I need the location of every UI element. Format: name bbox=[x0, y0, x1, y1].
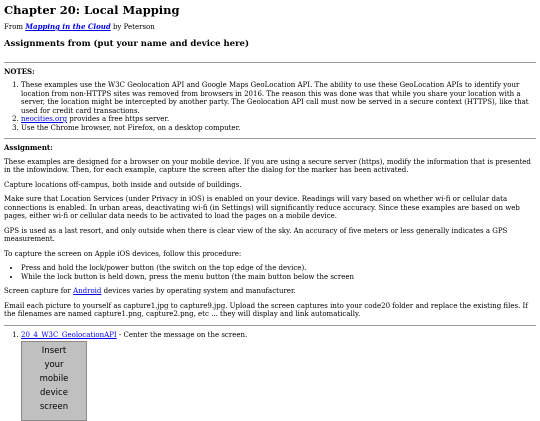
assignment-paragraph: Make sure that Location Services (under Privacy in iOS) is enabled on your device. Readings will vary based on whether wi-fi or cellular data connections is enabled. In urban areas, deactivating wi-fi (in Settings) will significantly reduce accuracy. Since these examples are based on web pages, either wi-fi or cellular data needs to be activated to load the pages on a mobile device. bbox=[4, 195, 536, 221]
page bbox=[0, 4, 540, 421]
divider bbox=[4, 62, 536, 63]
assignment-paragraph: GPS is used as a last resort, and only outside when there is clear view of the sky. An accuracy of five meters or less generally indicates a GPS measurement. bbox=[4, 227, 536, 244]
assignment-paragraph: To capture the screen on Apple iOS devices, follow this procedure: bbox=[4, 250, 536, 259]
page-title: Chapter 20: Local Mapping bbox=[4, 4, 536, 17]
divider bbox=[4, 325, 536, 326]
examples-list bbox=[4, 331, 536, 421]
assignment-heading: Assignment: bbox=[4, 144, 536, 153]
notes-item-text: provides a free https server. bbox=[67, 115, 169, 123]
android-paragraph bbox=[4, 287, 536, 296]
assignment-paragraph: Email each picture to yourself as capture1.jpg to capture9.jpg. Upload the screen captures into your code20 folder and replace the existing files. If the filenames are named capture1.png, capture2.png, etc ... they will display and link automatically. bbox=[4, 302, 536, 319]
android-prefix: Screen capture for bbox=[4, 287, 73, 295]
notes-item: 1. These examples use the W3C Geolocation API and Google Maps GeoLocation API. The ability to use these GeoLocation APIs to identify your location from non-HTTPS sites was removed from browsers in 2016. The reason this was done was that while you share your location with a server, the location might be intercepted by another party. The Geolocation API call must now be served in a secure context (HTTPS), like that used for credit card transactions. bbox=[21, 81, 536, 115]
byline-prefix: From bbox=[4, 23, 25, 31]
ios-step: • Press and hold the lock/power button (the switch on the top edge of the device). bbox=[21, 264, 536, 273]
notes-item bbox=[21, 115, 536, 124]
byline bbox=[4, 23, 536, 32]
screen-capture-placeholder[interactable] bbox=[21, 341, 87, 421]
placeholder-word: Insert bbox=[42, 344, 66, 358]
android-link[interactable]: Android bbox=[73, 287, 101, 295]
ios-steps-list bbox=[4, 264, 536, 281]
assignment-paragraph: These examples are designed for a browser on your mobile device. If you are using a secure server (https), modify the information that is presented in the infowindow. Then, for each example, capture the screen after the dialog for the marker has been activated. bbox=[4, 158, 536, 175]
divider bbox=[4, 138, 536, 139]
placeholder-word: your bbox=[44, 358, 63, 372]
placeholder-word: mobile bbox=[40, 372, 69, 386]
ios-step: • While the lock button is held down, press the menu button (the main button below the screen bbox=[21, 273, 536, 282]
byline-suffix: by Peterson bbox=[111, 23, 155, 31]
placeholder-word: screen bbox=[40, 400, 68, 414]
notes-heading: NOTES: bbox=[4, 68, 536, 77]
notes-list bbox=[4, 81, 536, 132]
assignment-paragraph: Capture locations off-campus, both inside and outside of buildings. bbox=[4, 181, 536, 190]
notes-item: 3. Use the Chrome browser, not Firefox, on a desktop computer. bbox=[21, 124, 536, 133]
placeholder-word: device bbox=[40, 386, 68, 400]
android-suffix: devices varies by operating system and manufacturer. bbox=[101, 287, 295, 295]
example-item bbox=[21, 331, 536, 421]
example-text: - Center the message on the screen. bbox=[117, 331, 248, 339]
book-link[interactable]: Mapping in the Cloud bbox=[25, 22, 110, 31]
neocities-link[interactable]: neocities.org bbox=[21, 115, 67, 123]
example-link[interactable]: 20_4_W3C_GeolocationAPI bbox=[21, 331, 117, 339]
assignments-subtitle: Assignments from (put your name and device here) bbox=[4, 39, 536, 49]
